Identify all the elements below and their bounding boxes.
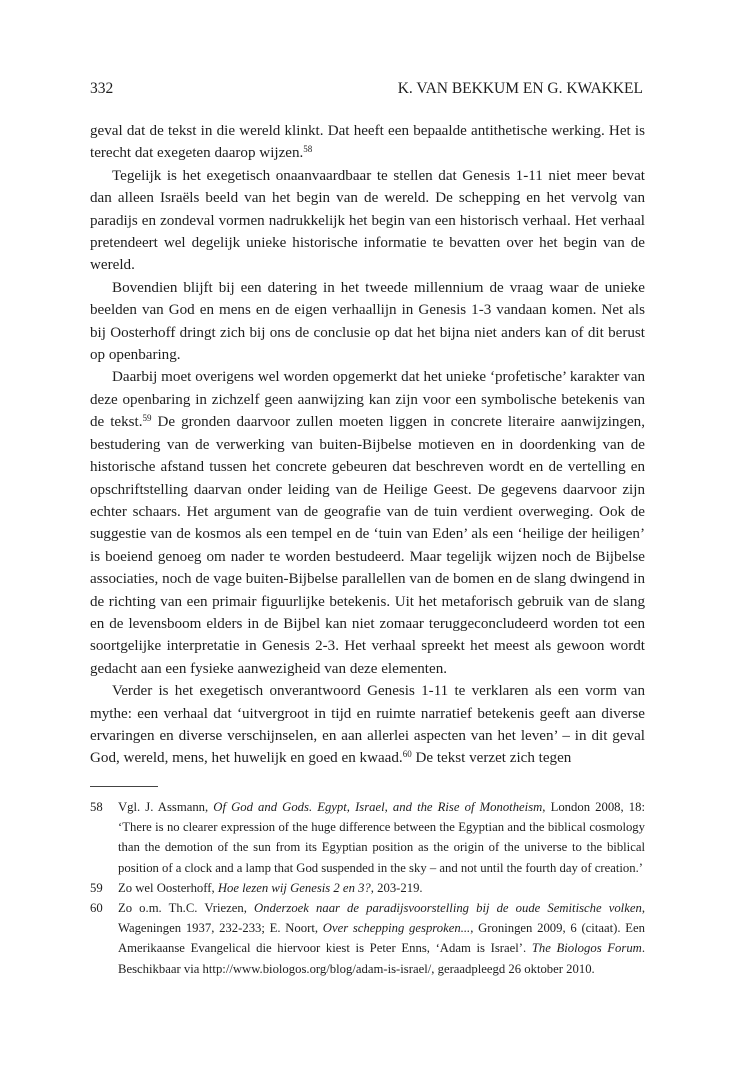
paragraph-4: Daarbij moet overigens wel worden opgemerkt dat het unieke ‘profetische’ karakter van deze openbaring in zichzelf geen aanwijzing kan zijn voor een symbolische betekenis van de tekst.$^{59}$ De gronden daarvoor zullen moeten liggen in concrete literaire aanwijzingen, bestudering van de verwerking van buiten-Bijbelse motieven en in doordenking van de historische afstand tussen het concrete gebeuren dat beschreven wordt en de vertelling en opschriftstelling daarvan onder leiding van de Heilige Geest. De gegevens daarvoor zijn echter schaars. Het argument van de geografie van de tuin verdient overweging. Ook de suggestie van de kosmos als een tempel en de ‘tuin van Eden’ als een ‘heilige der heiligen’ is boeiend genoeg om nader te worden bestudeerd. Maar tegelijk wijzen noch de Bijbelse associaties, noch de vage buiten-Bijbelse parallellen van de bomen en de slang dwingend in de richting van een primair figuurlijke betekenis. Uit het metaforisch gebruik van de slang en de levensboom elders in de Bijbel kan niet zomaar teruggeconcludeerd worden tot een soortgelijke interpretatie in Genesis 2-3. Het verhaal spreekt het meest als gewoon wordt gedacht aan een fysieke aanwezigheid van deze elementen.: [90, 369, 645, 677]
footnote-ref-58[interactable]: 58: [303, 144, 313, 155]
paragraph-1: geval dat de tekst in die wereld klinkt. Dat heeft een bepaalde antithetische werking. Het is terecht dat exegeten daarop wijzen.$^{58}$: [90, 123, 645, 162]
footnote-58: 58 Vgl. J. Assmann, Of God and Gods. Egypt, Israel, and the Rise of Monotheism, London 2008, 18: ‘There is no clearer expression of the huge difference between the Egyptian and the biblical cosmology than the demotion of the sun from its Egyptian position as the origin of the universe to the biblical position of a clock and a lamp that God suspended in the sky – and not until the fourth day of creation.’: [90, 800, 645, 875]
paragraph-5: Verder is het exegetisch onverantwoord Genesis 1-11 te verklaren als een vorm van mythe: een verhaal dat ‘uitvergroot in tijd en ruimte narratief betekenis geeft aan diverse ervaringen en diverse verschijnselen, en aan allerlei aspecten van het leven’ – in dit geval God, wereld, mens, het huwelijk en goed en kwaad.$^{60}$ De tekst verzet zich tegen: [90, 683, 645, 767]
page-number: 332: [90, 80, 114, 97]
footnotes: [90, 797, 645, 979]
paragraph-2: Tegelijk is het exegetisch onaanvaardbaar te stellen dat Genesis 1-11 niet meer bevat dan alleen Israëls beeld van het begin van de wereld. De schepping en het vervolg van paradijs en zondeval vormen nadrukkelijk het begin van een historisch verhaal. Het verhaal pretendeert wel degelijk unieke historische informatie te bevatten over het begin van de wereld.: [90, 167, 645, 274]
footnote-59: 59 Zo wel Oosterhoff, Hoe lezen wij Genesis 2 en 3?, 203-219.: [90, 880, 423, 895]
running-header: [90, 80, 643, 98]
running-title: K. VAN BEKKUM EN G. KWAKKEL: [397, 80, 643, 97]
paragraph-3: Bovendien blijft bij een datering in het tweede millennium de vraag waar de unieke beelden van God en mens en de eigen verhaallijn in Genesis 1-3 vandaan komen. Net als bij Oosterhoff dringt zich bij ons de conclusie op dat het bijna niet anders kan of dit berust op openbaring.: [90, 279, 645, 364]
footnote-ref-60[interactable]: 60: [402, 749, 412, 760]
footnote-separator: [90, 786, 158, 787]
footnote-60: 60 Zo o.m. Th.C. Vriezen, Onderzoek naar de paradijsvoorstelling bij de oude Semitische volken, Wageningen 1937, 232-233; E. Noort, Over schepping gesproken..., Groningen 2009, 6 (citaat). Een Amerikaanse Evangelical die hiervoor kiest is Peter Enns, ‘Adam is Israel’. The Biologos Forum. Beschikbaar via http://www.biologos.org/blog/adam-is-israel/, geraadpleegd 26 oktober 2010.: [90, 901, 645, 976]
footnote-ref-59[interactable]: 59: [142, 413, 152, 424]
main-text: [90, 120, 645, 770]
